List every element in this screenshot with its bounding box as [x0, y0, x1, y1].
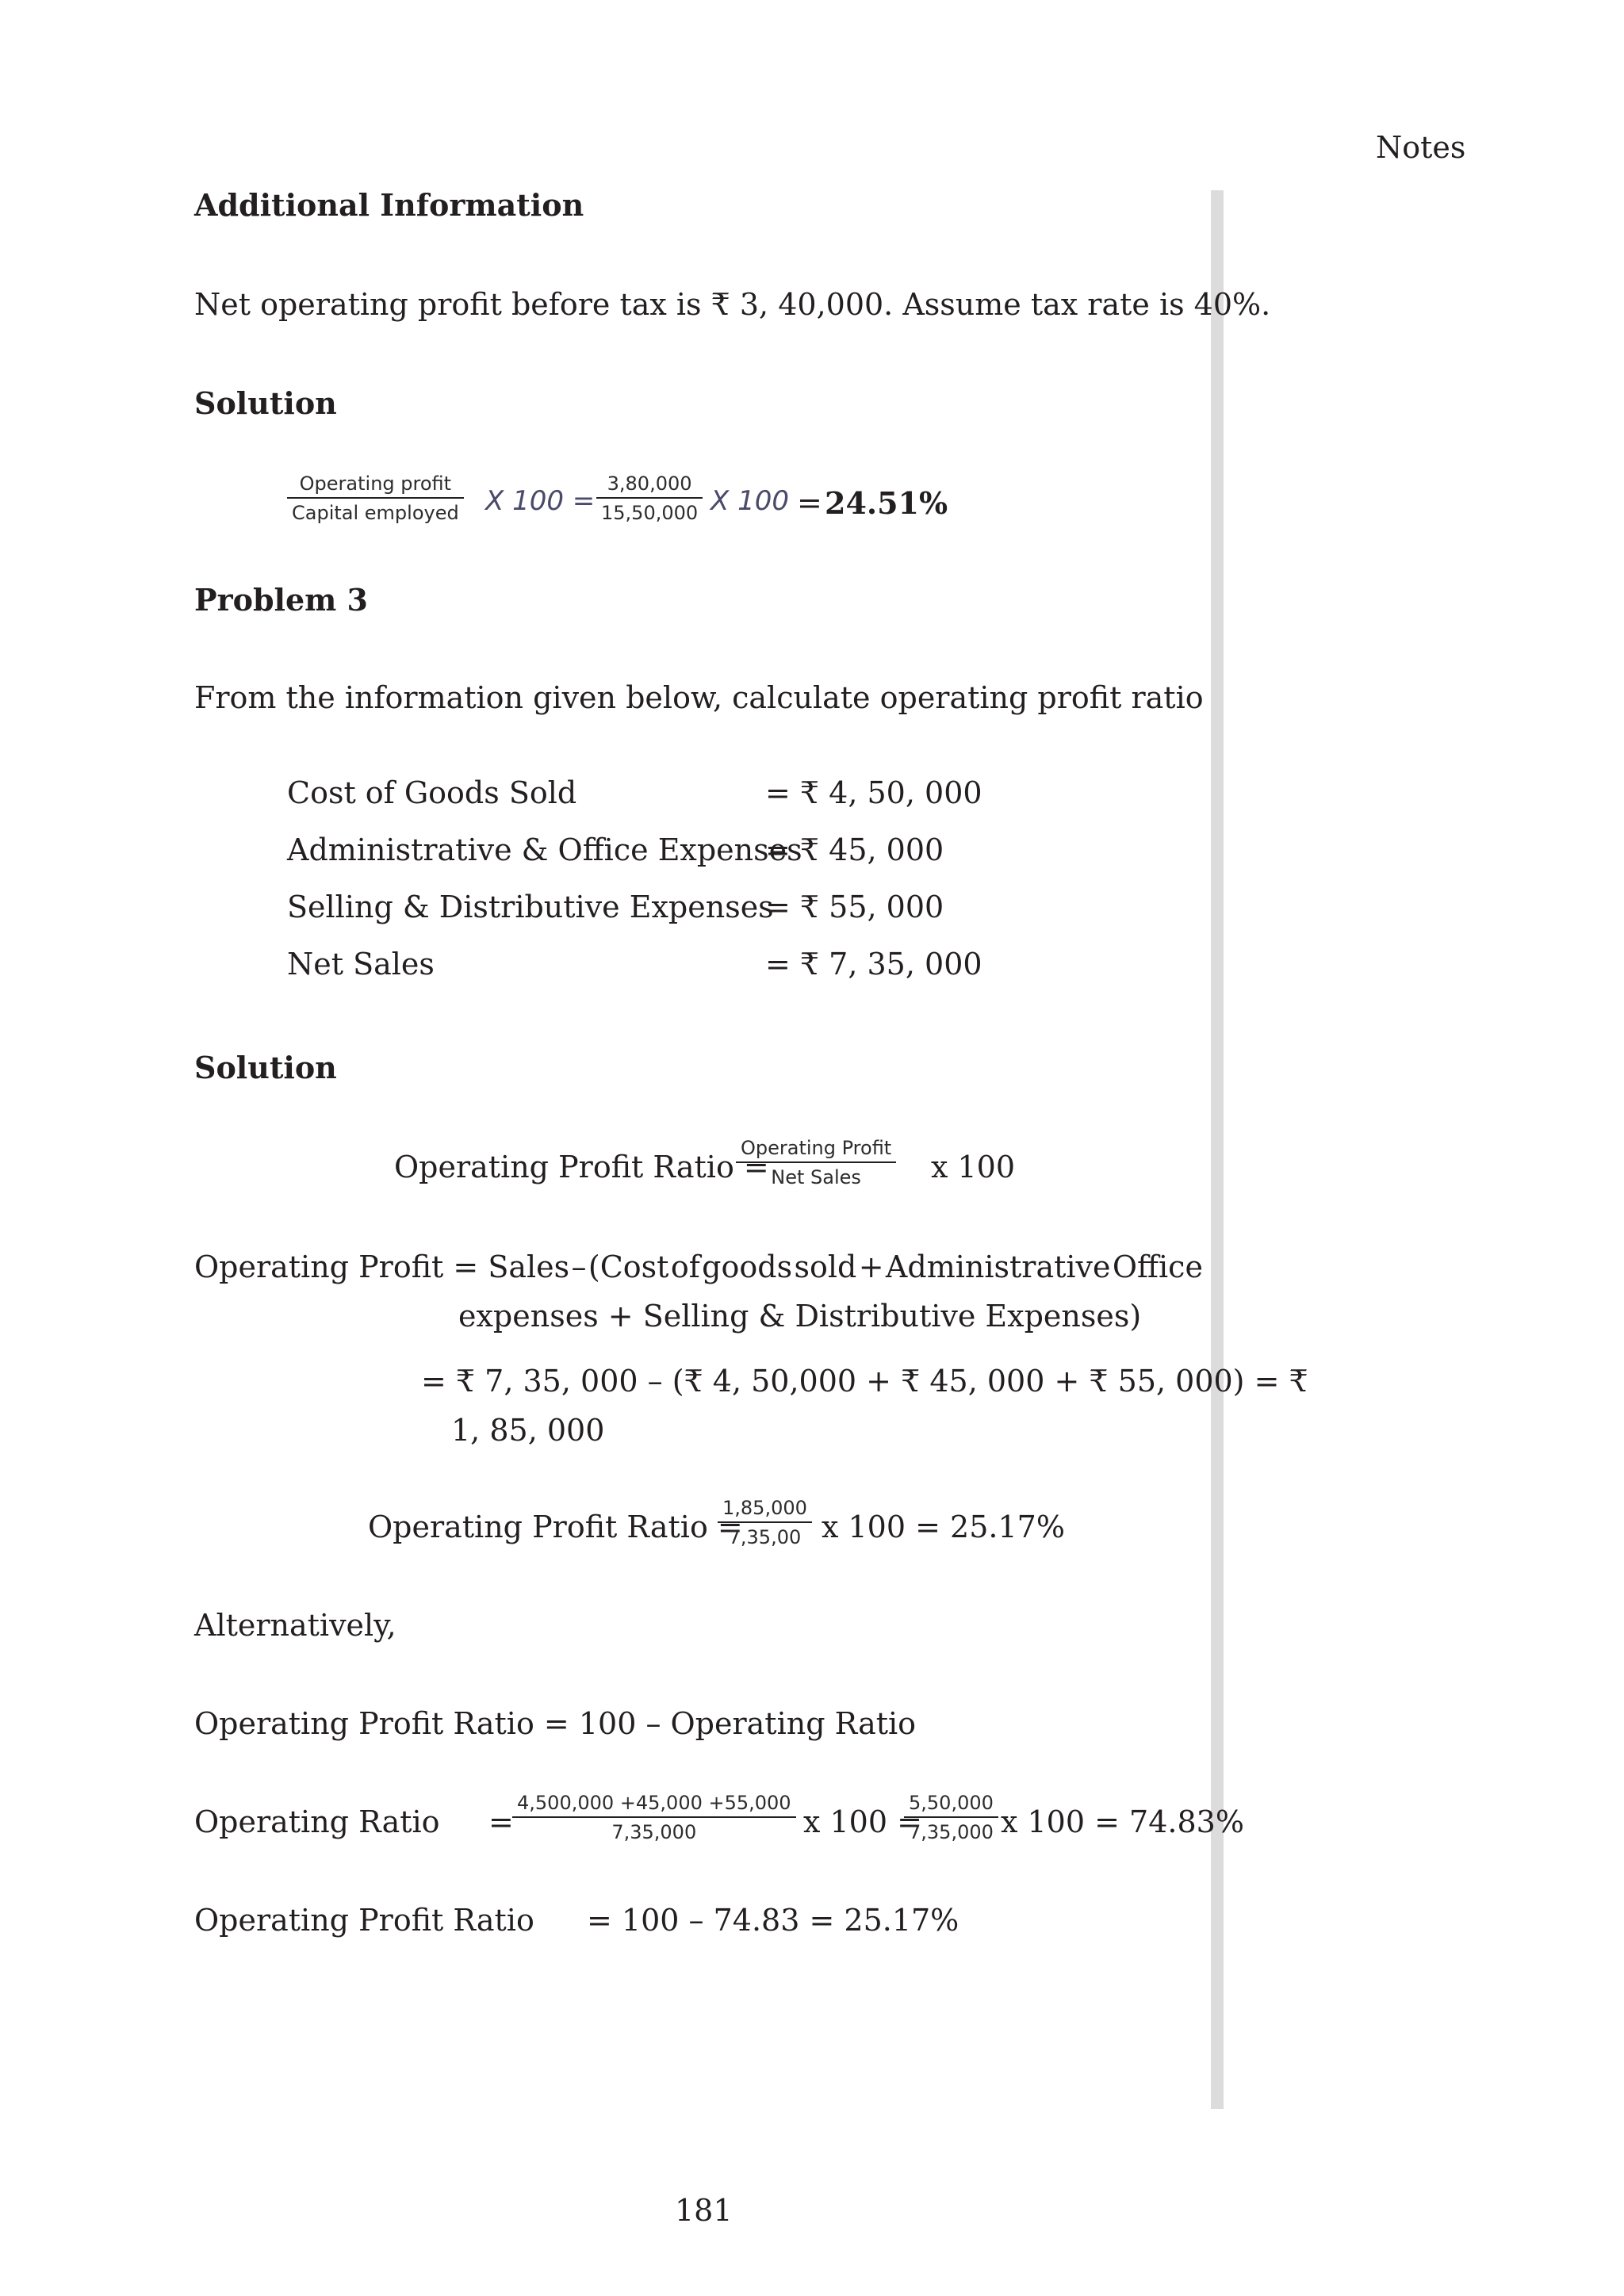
final-value: = 100 – 74.83 = 25.17%	[587, 1903, 959, 1938]
operating-ratio-mid: x 100 =	[803, 1804, 922, 1839]
heading-solution-2: Solution	[194, 1050, 337, 1085]
word: sold	[794, 1249, 857, 1284]
word: Office	[1112, 1249, 1203, 1284]
additional-info-text: Net operating profit before tax is ₹ 3, 40,000. Assume tax rate is 40%.	[194, 287, 1271, 322]
fraction-380000-1550000	[596, 474, 703, 522]
fraction-denominator: 7,35,00	[718, 1521, 812, 1547]
fraction-expenses-sum	[512, 1793, 796, 1842]
fraction-numerator: 3,80,000	[607, 473, 692, 495]
alternative-formula: Operating Profit Ratio = 100 – Operating Ratio	[194, 1706, 917, 1741]
word: –	[571, 1249, 587, 1284]
fraction-denominator: Net Sales	[736, 1161, 896, 1187]
problem-3-intro: From the information given below, calculate operating profit ratio	[194, 680, 1204, 715]
heading-problem-3: Problem 3	[194, 582, 369, 618]
row-label: Administrative & Office Expenses	[287, 832, 802, 867]
word: (Cost	[588, 1249, 669, 1284]
ratio-formula-suffix: x 100	[931, 1150, 1016, 1184]
fraction-denominator: 7,35,000	[512, 1816, 796, 1842]
fraction-numerator: 1,85,000	[722, 1497, 807, 1519]
fraction-operating-profit-capital	[287, 474, 464, 522]
word: +	[858, 1249, 884, 1284]
fraction-numerator: 4,500,000 +45,000 +55,000	[517, 1792, 791, 1814]
row-value: = ₹ 55, 000	[765, 890, 944, 924]
ratio-result-suffix: x 100 = 25.17%	[822, 1510, 1065, 1544]
fraction-denominator: 15,50,000	[596, 497, 703, 522]
fraction-185000-73500	[718, 1498, 812, 1547]
heading-additional-information: Additional Information	[194, 187, 584, 223]
word: Operating Profit = Sales	[194, 1249, 570, 1284]
operating-ratio-equals: =	[488, 1804, 514, 1839]
operating-profit-definition-line-2: expenses + Selling & Distributive Expenses)	[458, 1299, 1142, 1334]
heading-solution-1: Solution	[194, 385, 337, 421]
calculation-line-2: 1, 85, 000	[451, 1413, 605, 1448]
row-value: = ₹ 7, 35, 000	[765, 947, 982, 982]
times-100-equals: X 100 =	[485, 485, 596, 517]
row-value: = ₹ 45, 000	[765, 832, 944, 867]
fraction-denominator: 7,35,000	[904, 1816, 998, 1842]
row-label: Net Sales	[287, 947, 435, 982]
times-100: X 100	[710, 485, 789, 517]
notes-label: Notes	[1376, 130, 1466, 165]
fraction-operating-profit-net-sales	[736, 1138, 896, 1187]
fraction-numerator: Operating profit	[299, 473, 452, 495]
word: Administrative	[885, 1249, 1111, 1284]
fraction-550000-735000	[904, 1793, 998, 1842]
ratio-formula-label: Operating Profit Ratio =	[394, 1150, 769, 1184]
fraction-numerator: 5,50,000	[909, 1792, 994, 1814]
word: of	[670, 1249, 700, 1284]
result-24-51: 24.51%	[825, 485, 948, 521]
calculation-line-1: = ₹ 7, 35, 000 – (₹ 4, 50,000 + ₹ 45, 000 + ₹ 55, 000) = ₹	[421, 1364, 1308, 1399]
row-label: Cost of Goods Sold	[287, 775, 577, 810]
row-value: = ₹ 4, 50, 000	[765, 775, 982, 810]
equals-sign: =	[797, 485, 822, 520]
operating-ratio-result: x 100 = 74.83%	[1001, 1804, 1244, 1839]
page-number: 181	[675, 2193, 733, 2228]
row-label: Selling & Distributive Expenses	[287, 890, 774, 924]
word: goods	[702, 1249, 793, 1284]
operating-profit-definition-line	[194, 1249, 1203, 1284]
fraction-denominator: Capital employed	[287, 497, 464, 522]
final-label: Operating Profit Ratio	[194, 1903, 534, 1938]
fraction-numerator: Operating Profit	[741, 1137, 892, 1159]
operating-ratio-label: Operating Ratio	[194, 1804, 440, 1839]
alternatively-text: Alternatively,	[194, 1608, 396, 1643]
ratio-result-label: Operating Profit Ratio =	[368, 1510, 743, 1544]
